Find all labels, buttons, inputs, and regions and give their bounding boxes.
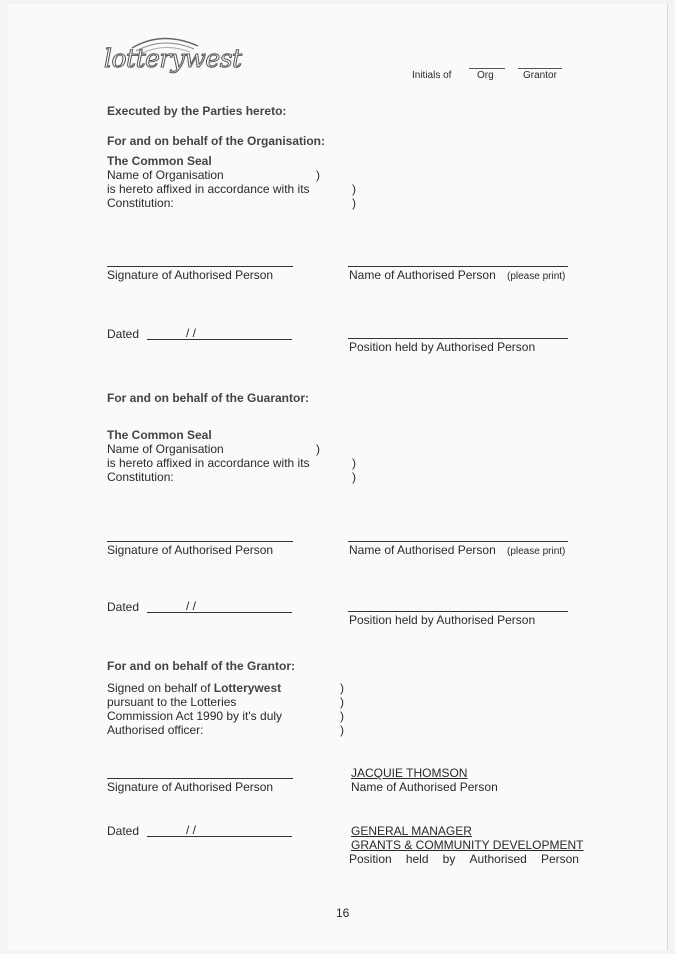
guarantor-date-slashes: / / — [186, 599, 197, 613]
organisation-position-line[interactable] — [348, 338, 568, 339]
organisation-line-3: Constitution: — [107, 196, 174, 210]
guarantor-position-label: Position held by Authorised Person — [349, 613, 536, 627]
organisation-seal-title: The Common Seal — [107, 154, 212, 168]
bracket: ) — [340, 723, 344, 737]
position-word: Authorised — [469, 852, 527, 866]
grantor-date-line[interactable] — [147, 836, 292, 837]
guarantor-line-2: is hereto affixed in accordance with its — [107, 456, 310, 470]
guarantor-name-label: Name of Authorised Person — [349, 543, 496, 557]
grantor-signature-label: Signature of Authorised Person — [107, 780, 274, 794]
position-word: by — [442, 852, 456, 866]
grantor-authorised-name: JACQUIE THOMSON — [351, 766, 468, 780]
organisation-signature-line[interactable] — [107, 266, 293, 267]
organisation-date-slashes: / / — [186, 326, 197, 340]
organisation-please-print: (please print) — [507, 271, 566, 282]
grantor-name-label: Name of Authorised Person — [351, 780, 498, 794]
guarantor-position-line[interactable] — [348, 611, 568, 612]
grantor-line-3: Authorised officer: — [107, 723, 204, 737]
bracket: ) — [352, 182, 356, 196]
guarantor-heading: For and on behalf of the Guarantor: — [107, 391, 309, 405]
position-word: held — [405, 852, 429, 866]
guarantor-signature-line[interactable] — [107, 541, 293, 542]
initials-label: Initials of — [412, 70, 452, 81]
guarantor-please-print: (please print) — [507, 546, 566, 557]
organisation-name-label: Name of Authorised Person — [349, 268, 496, 282]
executed-heading: Executed by the Parties hereto: — [107, 104, 287, 118]
organisation-position-label: Position held by Authorised Person — [349, 340, 536, 354]
org-label: Org — [477, 70, 494, 81]
lotterywest-logo — [102, 34, 242, 76]
grantor-position-label — [349, 852, 579, 866]
grantor-signed-line — [107, 681, 281, 695]
position-word: Person — [540, 852, 579, 866]
guarantor-line-1: Name of Organisation — [107, 442, 224, 456]
grantor-label: Grantor — [523, 70, 557, 81]
organisation-line-2: is hereto affixed in accordance with its — [107, 182, 310, 196]
bracket: ) — [340, 709, 344, 723]
grantor-date-slashes: / / — [186, 823, 197, 837]
guarantor-seal-title: The Common Seal — [107, 428, 212, 442]
grantor-line-1: pursuant to the Lotteries — [107, 695, 237, 709]
organisation-dated-label: Dated — [107, 327, 140, 341]
grantor-position-line-2: GRANTS & COMMUNITY DEVELOPMENT — [351, 838, 584, 852]
bracket: ) — [340, 695, 344, 709]
organisation-heading: For and on behalf of the Organisation: — [107, 134, 325, 148]
grantor-signed-entity: Lotterywest — [213, 681, 282, 695]
grantor-heading: For and on behalf of the Grantor: — [107, 659, 295, 673]
grantor-dated-label: Dated — [107, 824, 140, 838]
guarantor-date-line[interactable] — [147, 612, 292, 613]
bracket: ) — [352, 196, 356, 210]
guarantor-name-line[interactable] — [348, 541, 568, 542]
page-number: 16 — [336, 906, 350, 920]
organisation-signature-label: Signature of Authorised Person — [107, 268, 274, 282]
guarantor-signature-label: Signature of Authorised Person — [107, 543, 274, 557]
grantor-line-2: Commission Act 1990 by it's duly — [107, 709, 283, 723]
bracket: ) — [316, 168, 320, 182]
grantor-signed-prefix: Signed on behalf of — [107, 681, 211, 695]
grantor-signature-line[interactable] — [107, 778, 293, 779]
organisation-name-line[interactable] — [348, 266, 568, 267]
bracket: ) — [352, 456, 356, 470]
organisation-date-line[interactable] — [147, 339, 292, 340]
grantor-position-line-1: GENERAL MANAGER — [351, 824, 472, 838]
guarantor-dated-label: Dated — [107, 600, 140, 614]
position-word: Position — [349, 852, 392, 866]
organisation-line-1: Name of Organisation — [107, 168, 224, 182]
bracket: ) — [352, 470, 356, 484]
logo-text: lotterywest — [104, 44, 242, 73]
bracket: ) — [340, 681, 344, 695]
bracket: ) — [316, 442, 320, 456]
guarantor-line-3: Constitution: — [107, 470, 174, 484]
